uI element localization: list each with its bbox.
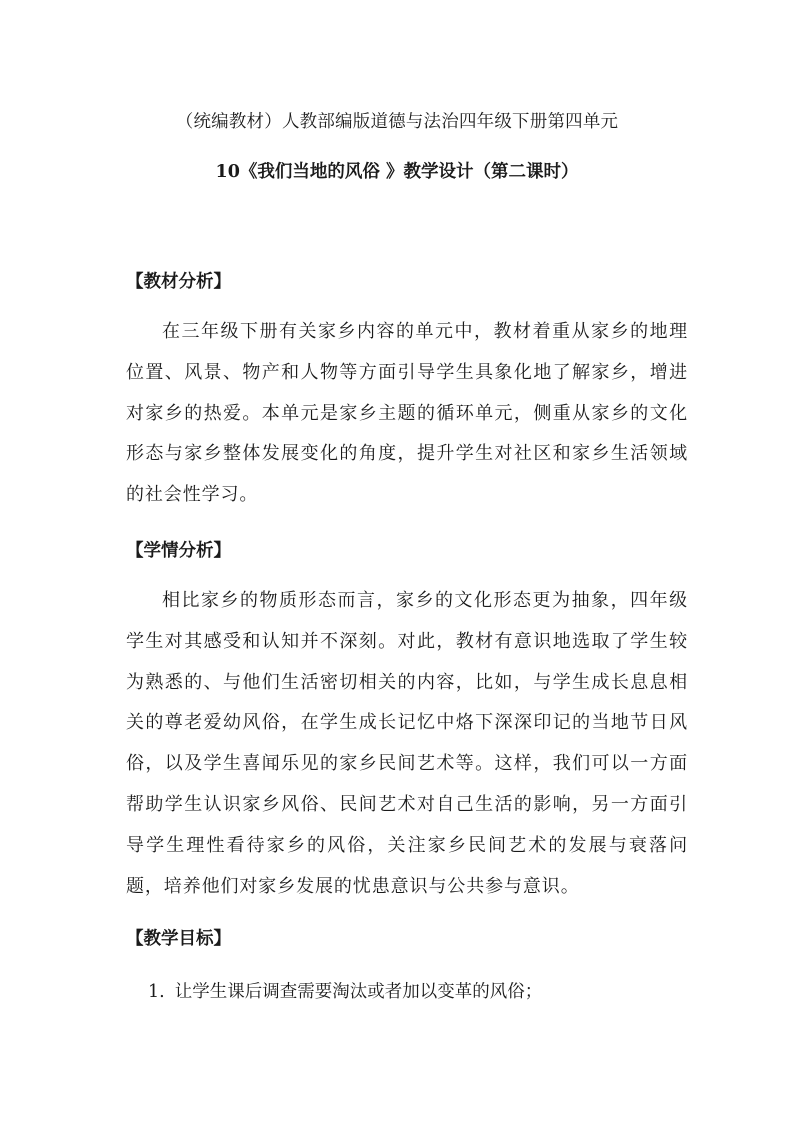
paragraph-student-analysis: 相比家乡的物质形态而言，家乡的文化形态更为抽象，四年级学生对其感受和认知并不深刻。对此，教材有意识地选取了学生较为熟悉的、与他们生活密切相关的内容，比如，与学生成长息息相关的尊老爱幼风俗，在学生成长记忆中烙下深深印记的当地节日风俗，以及学生喜闻乐见的家乡民间艺术等。这样，我们可以一方面帮助学生认识家乡风俗、民间艺术对自己生活的影响，另一方面引导学生理性看待家乡的风俗，关注家乡民间艺术的发展与衰落问题，培养他们对家乡发展的忧患意识与公共参与意识。 (126, 590, 688, 897)
paragraph-textbook-analysis: 在三年级下册有关家乡内容的单元中，教材着重从家乡的地理位置、风景、物产和人物等方面引导学生具象化地了解家乡，增进对家乡的热爱。本单元是家乡主题的循环单元，侧重从家乡的文化形态与家乡整体发展变化的角度，提升学生对社区和家乡生活领域的社会性学习。 (126, 321, 688, 506)
section-heading-teaching-goals: 【教学目标】 (126, 929, 231, 949)
list-item-number: 1. (148, 982, 165, 1002)
list-item-text: 让学生课后调查需要淘汰或者加以变革的风俗； (174, 982, 543, 1002)
document-title-line1: （统编教材）人教部编版道德与法治四年级下册第四单元 (175, 112, 619, 132)
section-heading-textbook-analysis: 【教材分析】 (126, 272, 231, 292)
list-item (148, 979, 542, 1005)
section-heading-student-analysis: 【学情分析】 (126, 541, 231, 561)
document-title-line2: 10《我们当地的风俗 》教学设计（第二课时） (215, 162, 579, 182)
